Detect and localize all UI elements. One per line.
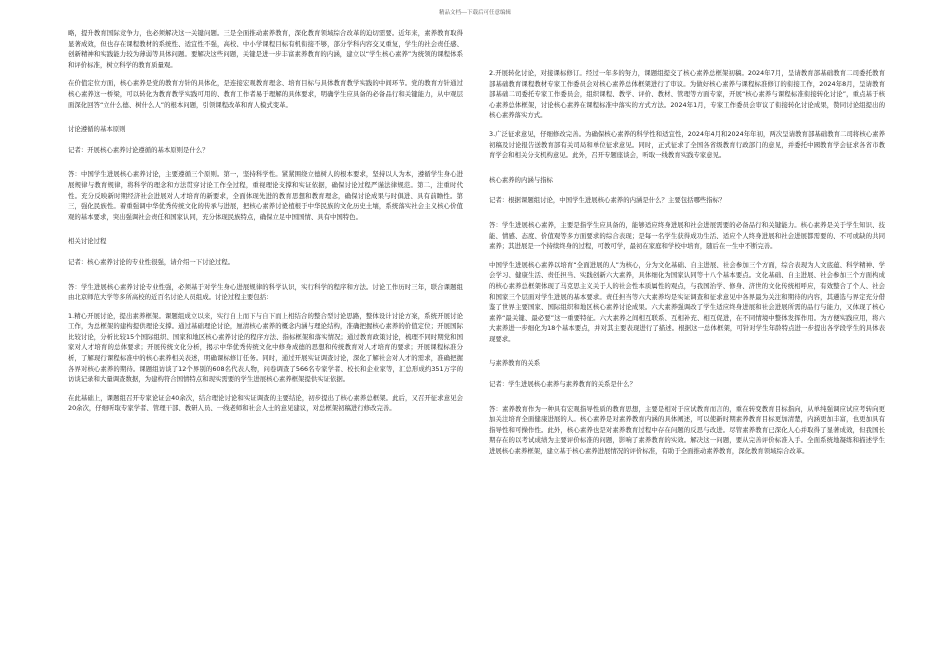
reporter-question: 记者：开展核心素养讨论遵循的基本原则是什么？ xyxy=(68,145,209,154)
paragraph: 3.广泛征求意见，仔细修改完善。为确保核心素养的科学性和适宜性，2024年4月和2024年年初，两次呈请教育部基础教育二司将核心素养初稿及讨论报告送教育部有关司局和单位征求意见。同时，正式征求了全国各省级教育行政部门的意见，并委托中國教育学会征求各省市教育学会和相关分支机构意见。此外，召开专题座谈会，听取一线教育实践专家意见。 xyxy=(489,129,885,160)
section-heading: 与素养教育的关系 xyxy=(489,359,541,368)
left-column xyxy=(68,28,463,422)
section-heading: 相关讨论过程 xyxy=(68,237,107,246)
paragraph: 中国学生进展核心素养以培育“全面进展的人”为核心，分为文化基础、自主进展、社会参加三个方面，综合表现为人文底蕴、科学精神、学会学习、健康生活、责任担当、实践创新六大素养，具体细化为国家认同等十八个基本要点。文化基础、自主进展、社会参加三个方面构成的核心素养总框架体现了马克思主义关于人的社会性本质属性的观点，与我国治学、修身、济世的文化传统相呼应，有效整合了个人、社会和国家三个层面对学生进展的基本要求。责任担当等六大素养均是实证调查和征求意见中各界最为关注和期待的内容，其遴选与界定充分借鉴了世界主要国家、国际组织和地区核心素养讨论成果。六大素养强调改了学生适应终身进展和社会进展所需的品行与能力，又体现了核心素养“最关键、最必要”这一重要特征。六大素养之间相互联系、互相补充、相互促进，在不同情境中整体发挥作用。为方便实践应用，将六大素养进一步细化为18个基本要点，并对其主要表现进行了描述。根据这一总体框架，可针对学生年龄特点进一步提出各学段学生的具体表现要求。 xyxy=(489,260,885,343)
paragraph: 2.开展转化讨论，对接课标修订。经过一年多的努力，课题组提交了核心素养总框架初稿。2024年7月，呈请教育部基础教育二司委托教育部基础教育课程教材专家工作委员会对核心素养总体框架进行了审议。为做好核心素养与课程标准修订的衔接工作，2024年8月，呈请教育部基础二司委托专家工作委员会，组织课程、教学、评价、教材、管理等方面专家，开展“核心素养与课程标准衔接转化讨论”，重点基于核心素养总体框架，讨论核心素养在课程标准中落实的方式方法。2024年1月，专家工作委员会审议了衔接转化讨论成果，赞同讨论组提出的核心素养落实方式。 xyxy=(489,69,885,120)
reporter-question: 记者：学生进展核心素养与素养教育的关系是什么？ xyxy=(489,380,636,389)
paragraph: 答：学生进展核心素养讨论专业性强，必须基于对学生身心进展规律的科学认识，实行科学的程序和方法。讨论工作历时三年，联合课题组由北京师范大学等多所高校的近百名讨论人员组成。讨论过程主要包括： xyxy=(68,282,463,302)
paragraph: 答：学生进展核心素养，主要是指学生应具备的，能够适应终身进展和社会进展需要的必备品行和关键能力。核心素养是关于学生知识、技能、情感、态度、价值观等多方面要求的综合表现；是每一名学生获得成功生活、适应个人终身进展和社会进展都需要的、不可或缺的共同素养；其进展是一个持续终身的过程，可教可学，最初在家庭和学校中培育，随后在一生中不断完善。 xyxy=(489,220,885,251)
paragraph: 答：素养教育作为一种具有宏观指导性质的教育思想，主要是相对于应试教育而言的，重在转变教育目标指向，从单纯强调应试应考转向更加关注培育全面健康进展的人。核心素养是对素养教育内涵的具体阐述，可以使新时期素养教育目标更加清楚，内涵更加丰富，也更加具有指导性和可操作性。此外，核心素养也是对素养教育过程中存在问题的反思与改进。尽管素养教育已深化人心并取得了显著成效，但我国长期存在的以考试成绩为主要评价标准的问题，影响了素养教育的实效。解决这一问题，要从完善评价标准入手。全面系统地凝练和描述学生进展核心素养框架，建立基于核心素养进展情况的评价标准，有助于全面推动素养教育，深化教育领域综合改革。 xyxy=(489,404,885,456)
paragraph: 1.精心开展讨论，提出素养框架。课题组成立以来，实行自上而下与自下而上相结合的整合型讨论思路，整体设计讨论方案，系统开展讨论工作，为总框架的建构提供理论支撑。通过基础理论讨论，厘清核心素养的概念内涵与理论结构，准确把握核心素养的价值定位；开展国际比较讨论，分析比较15个国际组织、国家和地区核心素养讨论的程序方法、指标框架和落实情况；通过教育政策讨论，梳理不同时期党和国家对人才培育的总体要求；开展传统文化分析，揭示中华优秀传统文化中修身成德的思想和传统教育对人才培育的要求；开展课程标准分析，了解现行课程标准中的核心素养相关表述，明确课标修订任务。同时，通过开展实证调查讨论，深化了解社会对人才的需求，准确把握各界对核心素养的期待。课题组访谈了12个界别的608名代表人物，问卷调查了566名专家学者、校长和企业家等，汇总形成约351万字的访谈记录和大量调查数据，为建构符合国情特点和现实需要的学生进展核心素养框架提供实证依据。 xyxy=(68,311,463,384)
section-heading: 讨论遵循的基本原则 xyxy=(68,125,126,134)
reporter-question: 记者：根据课题组讨论，中国学生进展核心素养的内涵是什么？主要包括哪些指标？ xyxy=(489,196,726,205)
page-header: 精品文档---下载后可任意编辑 xyxy=(439,10,511,16)
paragraph: 在价值定位方面，核心素养是党的教育方针的具体化，是连接宏观教育理念、培育目标与具体教育教学实践的中间环节。党的教育方针通过核心素养这一桥梁，可以转化为教育教学实践可用的、教育工作者易于理解的具体要求，明确学生应具备的必备品行和关键能力，从中观层面深化回答“立什么德、树什么人”的根本问题，引领课程改革和育人模式变革。 xyxy=(68,79,463,109)
paragraph: 在此基础上，课题组召开专家论证会40余次，结合理论讨论和实证调查的主要结论，初步提出了核心素养总框架。此后，又召开征求意见会20余次，仔细听取专家学者、管理干部、教研人员、一线老师和社会人士的意见建议，对总框架初稿进行修改完善。 xyxy=(68,393,463,413)
section-heading: 核心素养的内涵与指标 xyxy=(489,175,553,184)
right-column xyxy=(489,68,885,465)
paragraph: 答：中国学生进展核心素养讨论，主要遵循三个原则。第一，坚持科学性。紧紧围绕立德树人的根本要求，坚持以人为本，遵循学生身心进展规律与教育规律，将科学的理念和方法贯穿讨论工作全过程，重视理论支撑和实证依据，确保讨论过程严谨法律规范。第二，注重时代性。充分反映新时期经济社会进展对人才培育的新要求，全面体现先进的教育思想和教育理念，确保讨论成果与时俱进、具有前瞻性。第三，强化民族性。着重强调中华优秀传统文化的传承与进展，把核心素养讨论植根于中华民族的文化历史土壤，系统落实社会主义核心价值观的基本要求，突出强调社会责任和国家认同，充分体现民族特点，确保立足中国国情、具有中国特色。 xyxy=(68,170,463,221)
reporter-question: 记者：核心素养讨论的专业性很强，请介绍一下讨论过程。 xyxy=(68,257,235,266)
paragraph: 略，提升教育国际竞争力，也必须解决这一关键问题。三是全面推动素养教育，深化教育领域综合改革的迫切需要。近年来，素养教育取得显著成效，但也存在课程教材的系统性、适宜性不强，高校、中小学课程目标有机衔接不够，部分学科内容交叉重复，学生的社会责任感、创新精神和实践能力较为薄弱等具体问题。要解决这些问题，关键是进一步丰富素养教育的内涵，建立以“学生核心素养”为统领的课程体系和评价标准，树立科学的教育质量观。 xyxy=(68,29,463,69)
